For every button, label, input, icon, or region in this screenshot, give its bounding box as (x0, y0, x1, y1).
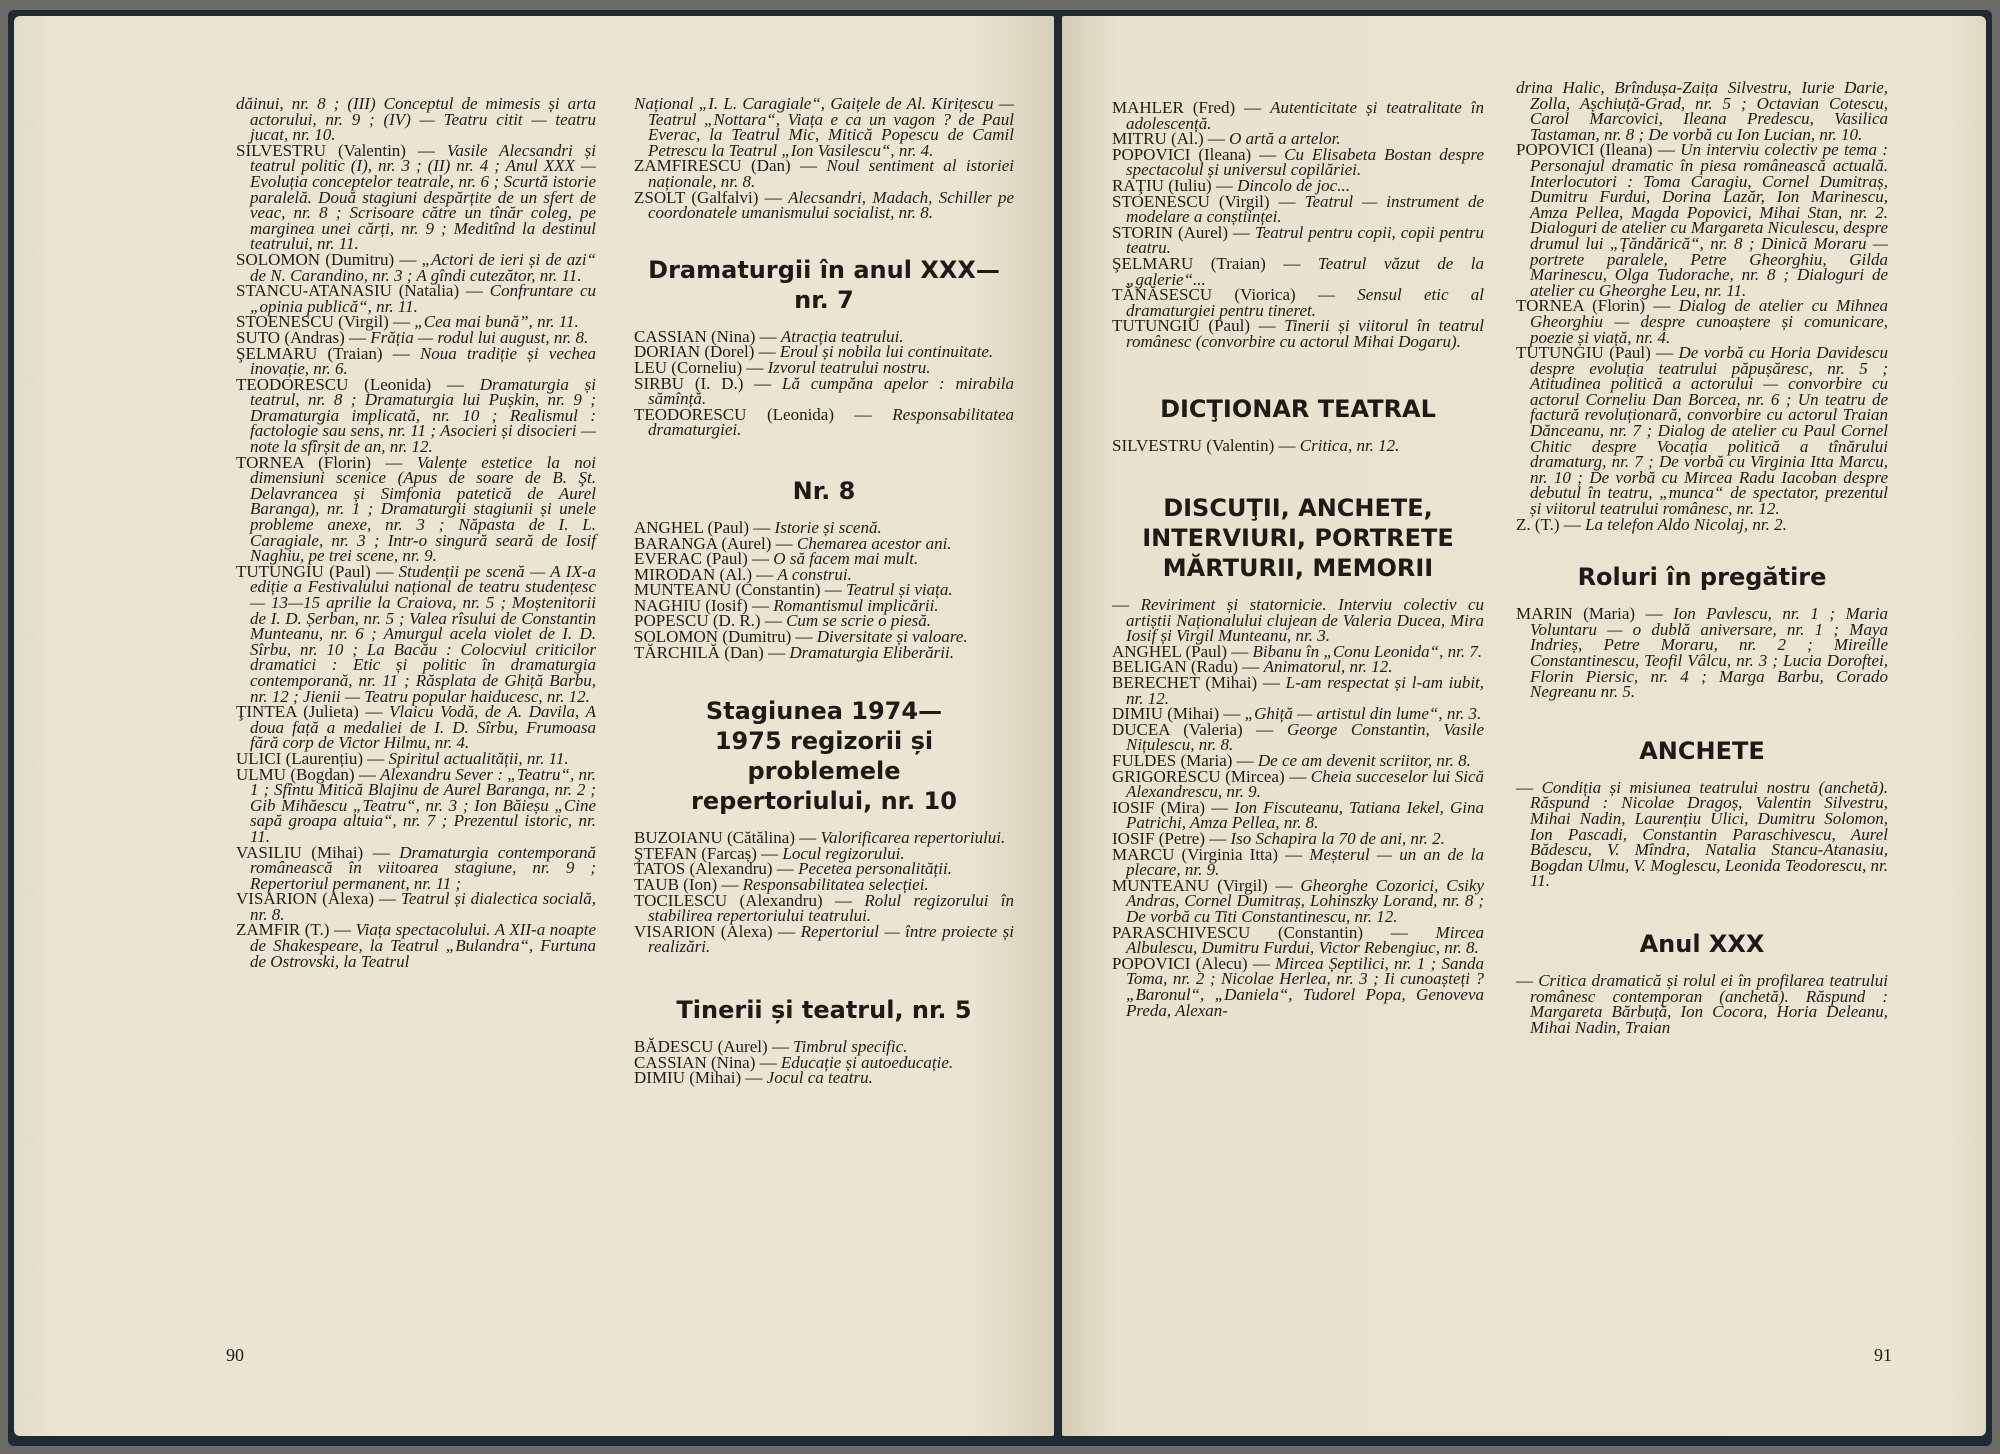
entry-title: Dialog de atelier cu Mihnea Gheorghiu — despre cunoaștere și comunicare, poezie și viață, nr. 4. (1530, 296, 1889, 347)
entry-author: IOSIF (Petre) — (1112, 829, 1227, 848)
entry-author: SOLOMON (Dumitru) — (634, 627, 813, 647)
entry-author: ZAMFIRESCU (Dan) — (634, 156, 818, 176)
index-entry (1516, 777, 1888, 891)
entry-author: ULMU (Bogdan) — (236, 764, 376, 784)
section-heading-roluri: Roluri în pregătire (1577, 563, 1827, 592)
entry-title: Romantismul implicării. (773, 595, 939, 615)
entry-title: Noua tradiție și vechea inovație, nr. 6. (250, 343, 596, 379)
entry-title: Spiritul actualității, nr. 11. (388, 748, 569, 768)
section-heading-nr8: Nr. 8 (792, 476, 856, 505)
entry-title: Sensul etic al dramaturgiei pentru tineret. (1126, 285, 1485, 320)
entry-list (634, 96, 1014, 221)
entry-author: TĂNĂSESCU (Viorica) — (1112, 285, 1335, 305)
index-entry (236, 249, 596, 285)
entry-author: STOENESCU (Virgil) — (236, 312, 411, 332)
entry-title: Alecsandri, Madach, Schiller pe coordonatele umanismului socialist, nr. 8. (648, 187, 1015, 223)
index-entry (1112, 875, 1484, 926)
section-heading-stagiunea: Stagiunea 1974—1975 regizorii și problemele repertoriului, nr. 10 (691, 697, 957, 816)
index-entry (236, 891, 596, 922)
entry-title: Un interviu colectiv pe tema : Personajul dramatic în piesa românească actuală. Interlocutori : Toma Caragiu, Cornel Dumitraș, Dumitru Furdui, Dorina Lazăr, Ion Marinescu, Amza Pellea, Magda Popovici, Mihai Stan, nr. 2. Dialoguri de atelier cu Margareta Niculescu, despre drumul lui „Țăndărică“, nr. 8 ; Dinică Moraru — portrete paralele, Petre Gheorghiu, Gilda Marinescu, Olga Tudorache, nr. 8 ; Dialoguri de atelier cu Gheorghe Leu, nr. 11. (1530, 140, 1888, 300)
entry-author: TUTUNGIU (Paul) — (1516, 343, 1674, 363)
index-entry (236, 561, 596, 706)
entry-title: Vlaicu Vodă, de A. Davila, A doua față a medaliei de I. D. Sîrbu, Frumoasa fără corp de Victor Hilmu, nr. 4. (250, 702, 596, 753)
entry-title: Valențe estetice la noi dimensiuni scenice (Apus de soare de B. Şt. Delavrancea și Simfonia patetică de Aurel Baranga), nr. 1 ; Dramaturgii stagiunii și unele probleme anexe, nr. 3 ; Năpasta de I. L. Caragiale, nr. 3 ; Intr-o singură seară de Iosif Naghiu, pe trei scene, nr. 9. (250, 452, 597, 566)
entry-title: Iso Schapira la 70 de ani, nr. 2. (1230, 829, 1445, 848)
entry-list (1112, 597, 1484, 1018)
entry-author: TOCILESCU (Alexandru) — (634, 890, 852, 910)
entry-title: Critica dramatică și rolul ei în profilarea teatrului românesc contemporan (anchetă). Răspund : Margareta Bărbuță, Ion Cocora, Horia Deleanu, Mihai Nadin, Traian (1530, 970, 1888, 1037)
index-entry (1112, 922, 1484, 958)
entry-title: Cheia succeselor lui Sică Alexandrescu, nr. 9. (1126, 766, 1485, 802)
entry-title: Cu Elisabeta Bostan despre spectacolul și universul copilăriei. (1126, 144, 1484, 180)
entry-title: Ion Pavlescu, nr. 1 ; Maria Voluntaru — o dublă aniversare, nr. 1 ; Maya Indrieș, Petre Moraru, nr. 2 ; Mireille Constantinescu, Teofil Vâlcu, nr. 3 ; Lucia Doroftei, Florin Piersic, nr. 4 ; Marga Barbu, Corado Negreanu nr. 5. (1530, 604, 1888, 702)
entry-author: ŞELMARU (Traian) — (236, 343, 410, 363)
entry-author: Z. (T.) — (1516, 514, 1581, 534)
entry-author: DORIAN (Dorel) — (634, 342, 776, 362)
entry-title: Critica, nr. 12. (1299, 435, 1400, 455)
entry-author: SILVESTRU (Valentin) — (1112, 435, 1296, 455)
entry-author: BĂDESCU (Aurel) — (634, 1037, 789, 1056)
entry-author: ŞELMARU (Traian) — (1112, 253, 1301, 273)
entry-author: MITRU (Al.) — (1112, 129, 1225, 149)
entry-title: Educație și autoeducație. (780, 1052, 954, 1072)
entry-title: Locul regizorului. (782, 843, 905, 863)
column-3 (1112, 100, 1484, 1018)
section-heading-anchete: ANCHETE (1639, 736, 1765, 765)
entry-author: BARANGA (Aurel) — (634, 533, 793, 553)
column-1 (236, 96, 596, 969)
entry-title: O artă a artelor. (1229, 129, 1341, 149)
index-entry (236, 283, 596, 314)
entry-author: LEU (Corneliu) — (634, 357, 764, 377)
index-entry (236, 140, 597, 254)
index-entry (1516, 298, 1888, 345)
entry-author: POPOVICI (Alecu) — (1112, 953, 1270, 973)
index-entry (1112, 766, 1485, 802)
entry-author: MARCU (Virginia Itta) — (1112, 844, 1303, 864)
entry-author: DIMIU (Mihai) — (634, 1068, 763, 1088)
entry-title: Teatrul pentru copii, copii pentru teatru. (1126, 222, 1484, 258)
entry-author: CASSIAN (Nina) — (634, 326, 777, 346)
entry-author: GRIGORESCU (Mircea) — (1112, 766, 1307, 786)
entry-title: Teatrul și viața. (846, 580, 953, 600)
index-entry (634, 158, 1014, 189)
entry-author: STORIN (Aurel) — (1112, 222, 1250, 242)
entry-author: ANGHEL (Paul) — (634, 517, 771, 537)
entry-title: Bibanu în „Conu Leonida“, nr. 7. (1252, 641, 1483, 661)
entry-title: Mircea Șeptilici, nr. 1 ; Sanda Toma, nr. 2 ; Nicolae Herlea, nr. 3 ; Ii cunoașteți ? „Baronul“, „Daniela“, Tudorel Popa, Genoveva Preda, Alexan- (1126, 953, 1484, 1020)
entry-author: VASILIU (Mihai) — (236, 842, 390, 862)
entry-author: DUCEA (Valeria) — (1112, 719, 1274, 739)
index-entry (1516, 514, 1888, 534)
entry-author: POPESCU (D. R.) — (634, 611, 782, 631)
entry-list (1516, 606, 1888, 700)
entry-title: A construi. (777, 564, 852, 584)
entry-author: TATOS (Alexandru) — (634, 859, 794, 879)
open-book (8, 10, 1992, 1446)
index-entry (1112, 719, 1485, 755)
entry-list (634, 1039, 1014, 1086)
entry-author: RAŢIU (Iuliu) — (1112, 175, 1233, 195)
entry-title: Noul sentiment al istoriei naționale, nr. 8. (648, 156, 1014, 191)
entry-author: POPOVICI (Ileana) — (1112, 144, 1277, 164)
entry-author: EVERAC (Paul) — (634, 549, 770, 569)
entry-title: Studenții pe scenă — A IX-a ediție a Festivalului național de teatru studențesc — 13—15 aprilie la Craiova, nr. 5 ; Moștenitorii de I. D. Șerban, nr. 5 ; Valea rîsului de Constantin Munteanu, nr. 6 ; Amurgul acela violet de I. D. Sîrbu, nr. 10 ; La Bacău : Colocviul criticilor dramatici : Etic și politic în dramaturgia contemporană, nr. 11 ; Răsplata de Ghiță Barbu, nr. 12 ; Jienii — Teatru popular haiducesc, nr. 12. (250, 561, 596, 706)
entry-title: Gheorghe Cozorici, Csiky Andras, Cornel Dumitraș, Lohinszky Lorand, nr. 8 ; De vorbă cu Titi Constantinescu, nr. 12. (1126, 875, 1484, 926)
right-page (1062, 16, 1986, 1436)
entry-title: L-am respectat și l-am iubit, nr. 12. (1126, 673, 1485, 708)
entry-author: BUZOIANU (Cătălina) — (634, 828, 817, 848)
index-entry (236, 704, 596, 751)
column-4 (1516, 80, 1888, 1035)
entry-title: Alexandru Sever : „Teatru“, nr. 1 ; Sfîntu Mitică Blajinu de Aurel Baranga, nr. 2 ; Gib Mihăescu „Teatru“, nr. 3 ; Ion Băieșu „Cine sapă groapa altuia“, nr. 7 ; Prezentul istoric, nr. 11. (250, 764, 596, 846)
index-entry (1112, 100, 1484, 131)
entry-author: TEODORESCU (Leonida) — (236, 374, 464, 394)
column-2 (634, 96, 1014, 1086)
entry-author: ULICI (Laurențiu) — (236, 748, 385, 768)
index-entry (1112, 675, 1484, 706)
entry-author: MUNTEANU (Constantin) — (634, 580, 842, 600)
entry-title: George Constantin, Vasile Nițulescu, nr. 8. (1126, 719, 1485, 755)
entry-title: Responsabilitatea dramaturgiei. (648, 404, 1015, 440)
entry-author: MAHLER (Fred) — (1112, 98, 1262, 117)
section-heading-dramaturgii: Dramaturgii în anul XXX—nr. 7 (648, 255, 1000, 314)
entry-author: BELIGAN (Radu) — (1112, 657, 1260, 677)
index-entry (1112, 797, 1485, 833)
index-entry (634, 921, 1015, 957)
entry-title: Eroul și nobila lui continuitate. (779, 342, 994, 362)
section-heading-tinerii: Tinerii și teatrul, nr. 5 (676, 996, 972, 1024)
index-entry (1516, 80, 1888, 142)
entry-title: „Ghiță — artistul din lume“, nr. 3. (1244, 704, 1482, 724)
entry-title: Mircea Albulescu, Dumitru Furdui, Victor Rebengiuc, nr. 8. (1126, 922, 1484, 958)
index-entry (236, 452, 597, 566)
entry-title: Lă cumpăna apelor : mirabila sămînță. (648, 373, 1015, 409)
entry-title: Valorificarea repertoriului. (820, 828, 1006, 848)
entry-author: MUNTEANU (Virgil) — (1112, 875, 1293, 895)
entry-title: Teatrul văzut de la „galerie“... (1126, 253, 1485, 289)
entry-author: TEODORESCU (Leonida) — (634, 404, 872, 424)
entry-author: MIRODAN (Al.) — (634, 564, 774, 584)
index-entry (1112, 597, 1484, 644)
index-entry (634, 890, 1014, 926)
entry-title: Vasile Alecsandri și teatrul politic (I), nr. 3 ; (II) nr. 4 ; Anul XXX — Evoluția conceptelor teatrale, nr. 6 ; Scurtă istorie paralelă. Două stagiuni despărțite de un sfert de veac, nr. 8 ; Scrisoare către un tînăr coleg, pe marginea unei cărți, nr. 9 ; Meditînd la destinul teatrului, nr. 11. (250, 140, 597, 254)
entry-title: Diversitate și valoare. (816, 627, 968, 647)
entry-title: Timbrul specific. (793, 1037, 908, 1056)
entry-author: — (1516, 970, 1533, 990)
entry-author: — (1112, 595, 1129, 615)
index-entry (236, 374, 596, 457)
entry-author: CASSIAN (Nina) — (634, 1052, 777, 1072)
entry-title: Frăția — rodul lui august, nr. 8. (370, 327, 589, 347)
left-page (14, 16, 1054, 1436)
entry-author: PARASCHIVESCU (Constantin) — (1112, 922, 1408, 942)
index-entry (1112, 222, 1484, 258)
entry-list (1112, 100, 1484, 350)
index-entry (1516, 606, 1888, 700)
entry-title: Dincolo de joc... (1237, 175, 1350, 195)
entry-author: VISARION (Alexa) — (236, 889, 397, 909)
index-entry (1112, 953, 1484, 1020)
entry-title: dăinui, nr. 8 ; (III) Conceptul de mimesis și arta actorului, nr. 9 ; (IV) — Teatru citit — teatru jucat, nr. 10. (236, 94, 596, 145)
entry-author: ANGHEL (Paul) — (1112, 641, 1249, 661)
index-entry (1112, 253, 1485, 289)
entry-author: SILVESTRU (Valentin) — (236, 140, 435, 160)
entry-title: Izvorul teatrului nostru. (767, 357, 931, 377)
entry-author: STANCU-ATANASIU (Natalia) — (236, 281, 483, 301)
entry-author: ZSOLT (Galfalvi) — (634, 187, 782, 207)
entry-title: Dramaturgia și teatrul, nr. 8 ; Dramaturgia lui Pușkin, nr. 9 ; Dramaturgia implicată, nr. 10 ; Realismul : factologie sau sens, nr. 11 ; Asocieri și disocieri — note la sfîrșit de an, nr. 12. (250, 374, 596, 457)
entry-title: Viața spectacolului. A XII-a noapte de Shakespeare, la Teatrul „Bulandra“, Furtuna de Ostrovski, la Teatrul (250, 920, 596, 971)
entry-title: Cum se scrie o piesă. (786, 611, 932, 631)
entry-author: DIMIU (Mihai) — (1112, 704, 1241, 724)
entry-list (634, 830, 1014, 955)
entry-author: VISARION (Alexa) — (634, 921, 796, 941)
entry-author: STOENESCU (Virgil) — (1112, 191, 1296, 211)
entry-title: Animatorul, nr. 12. (1263, 657, 1393, 677)
entry-list (634, 326, 1015, 440)
entry-list (1112, 435, 1484, 455)
index-entry (1112, 435, 1484, 455)
index-entry (236, 764, 596, 846)
entry-author: TUTUNGIU (Paul) — (1112, 316, 1276, 336)
entry-author: TUTUNGIU (Paul) — (236, 561, 394, 581)
entry-title: La telefon Aldo Nicolaj, nr. 2. (1585, 514, 1787, 534)
index-entry (236, 343, 596, 379)
entry-title: Meșterul — un an de la plecare, nr. 9. (1126, 844, 1484, 880)
entry-title: Responsabilitatea selecției. (742, 875, 929, 895)
index-entry (1112, 191, 1485, 227)
entry-title: Istorie și scenă. (774, 517, 882, 537)
entry-title: Repertoriul — între proiecte și realizări. (648, 921, 1015, 957)
entry-author: NAGHIU (Iosif) — (634, 595, 770, 615)
entry-title: „Actori de ieri și de azi“ de N. Carandino, nr. 3 ; A gîndi cutezător, nr. 11. (250, 249, 596, 285)
section-heading-anul-xxx: Anul XXX (1639, 929, 1765, 958)
index-entry (634, 642, 1014, 662)
index-entry (1112, 318, 1484, 349)
entry-author: TORNEA (Florin) — (1516, 296, 1671, 316)
entry-title: Condiția și misiunea teatrului nostru (anchetă). Răspund : Nicolae Dragoș, Valentin Silvestru, Mihai Nadin, Laurențiu Ulici, Dumitru Solomon, Ion Pascadi, Constantin Paraschivescu, Aurel Bădescu, V. Mîndra, Natalia Stancu-Atanasiu, Bogdan Ulmu, V. Moglescu, Leonida Teodorescu, nr. 11. (1530, 777, 1888, 891)
entry-title: De ce am devenit scriitor, nr. 8. (1257, 751, 1471, 771)
entry-title: Atracția teatrului. (780, 326, 904, 346)
entry-title: Chemarea acestor ani. (796, 533, 952, 553)
entry-author: TORNEA (Florin) — (236, 452, 403, 472)
entry-author: BERECHET (Mihai) — (1112, 673, 1280, 693)
entry-title: Tinerii și viitorul în teatrul românesc (convorbire cu actorul Mihai Dogaru). (1126, 316, 1485, 351)
entry-list (1516, 80, 1888, 532)
index-entry (1112, 144, 1484, 180)
index-entry (634, 404, 1015, 440)
entry-title: Pecetea personalității. (798, 859, 952, 879)
entry-title: Dramaturgia contemporană românească în viitoarea stagiune, nr. 9 ; Repertoriul permanent, nr. 11 ; (250, 842, 597, 893)
entry-author: IOSIF (Mira) — (1112, 797, 1229, 817)
entry-author: FULDES (Maria) — (1112, 751, 1254, 771)
entry-title: Ion Fiscuteanu, Tatiana Iekel, Gina Patrichi, Amza Pellea, nr. 8. (1126, 797, 1485, 833)
index-entry (236, 922, 596, 969)
entry-author: TĂRCHILĂ (Dan) — (634, 642, 786, 662)
entry-author: SUTO (Andras) — (236, 327, 367, 347)
index-entry (634, 373, 1015, 409)
entry-title: Dramaturgia Eliberării. (789, 642, 954, 662)
entry-title: Rolul regizorului în stabilirea repertoriului teatrului. (648, 890, 1014, 926)
entry-list (1516, 970, 1888, 1037)
entry-author: ŞTEFAN (Farcaș) — (634, 843, 779, 863)
entry-title: Jocul ca teatru. (766, 1068, 873, 1088)
entry-title: Teatrul — instrument de modelare a conștiinței. (1126, 191, 1485, 227)
entry-title: O să facem mai mult. (773, 549, 919, 569)
section-heading-dictionar: DICŢIONAR TEATRAL (1160, 394, 1436, 423)
entry-author: ŢINTEA (Julieta) — (236, 702, 383, 722)
index-entry (634, 187, 1015, 223)
section-heading-discutii: DISCUŢII, ANCHETE, INTERVIURI, PORTRETE MĂRTURII, MEMORII (1142, 494, 1454, 583)
entry-author: ZAMFIR (T.) — (236, 920, 351, 940)
index-entry (1516, 345, 1888, 517)
index-entry (1112, 287, 1484, 318)
entry-author: — (1516, 777, 1533, 797)
entry-author: MARIN (Maria) — (1516, 604, 1663, 624)
entry-title: Confruntare cu „opinia publică“, nr. 11. (250, 281, 596, 316)
index-entry (1516, 970, 1888, 1037)
entry-title: „Cea mai bună”, nr. 11. (414, 312, 579, 332)
index-entry (1112, 844, 1484, 880)
index-entry (236, 842, 597, 893)
index-entry (1516, 142, 1888, 298)
entry-title: Autenticitate și teatralitate în adolescență. (1126, 98, 1485, 133)
index-entry (634, 1070, 1014, 1086)
entry-title: Național „I. L. Caragiale“, Gaițele de Al. Kirițescu — Teatrul „Nottara“, Viața e ca un vagon ? de Paul Everac, la Teatrul Mic, Mitică Popescu de Camil Petrescu la Teatrul „Ion Vasilescu“, nr. 4. (634, 94, 1014, 160)
index-entry (236, 96, 596, 143)
index-entry (634, 96, 1014, 158)
entry-author: POPOVICI (Ileana) — (1516, 140, 1675, 160)
page-number: 91 (1874, 1345, 1892, 1365)
entry-list (1516, 777, 1888, 891)
entry-title: De vorbă cu Horia Davidescu despre evoluția teatrului păpușăresc, nr. 5 ; Atitudinea politică a actorului — convorbire cu actorul Corneliu Dan Borcea, nr. 6 ; Un teatru de factură revoluționară, convorbire cu actorul Traian Dănceanu, nr. 7 ; Dialog de atelier cu Paul Cornel Chitic despre Vocația politică a tînărului dramaturg, nr. 7 ; De vorbă cu Virginia Itta Marcu, nr. 10 ; De vorbă cu Mircea Radu Iacoban despre debutul în teatru, „munca“ de spectator, prezentul și viitorul teatrului românesc, nr. 12. (1530, 343, 1888, 519)
entry-author: SOLOMON (Dumitru) — (236, 249, 417, 269)
entry-title: Teatrul și dialectica socială, nr. 8. (250, 889, 596, 924)
entry-author: SIRBU (I. D.) — (634, 373, 772, 393)
entry-title: Reviriment și statornicie. Interviu colectiv cu artiștii Naționalului clujean de Valeria Ducea, Mira Iosif și Virgil Munteanu, nr. 3. (1126, 595, 1485, 646)
entry-title: drina Halic, Brîndușa-Zaița Silvestru, Iurie Darie, Zolla, Așchiuță-Grad, nr. 5 ; Octavian Cotescu, Carol Marcovici, Ileana Predescu, Vasilica Tastaman, nr. 8 ; De vorbă cu Ion Lucian, nr. 10. (1516, 78, 1888, 144)
entry-list (634, 517, 1014, 662)
page-number: 90 (226, 1345, 244, 1365)
entry-author: TAUB (Ion) — (634, 875, 739, 895)
